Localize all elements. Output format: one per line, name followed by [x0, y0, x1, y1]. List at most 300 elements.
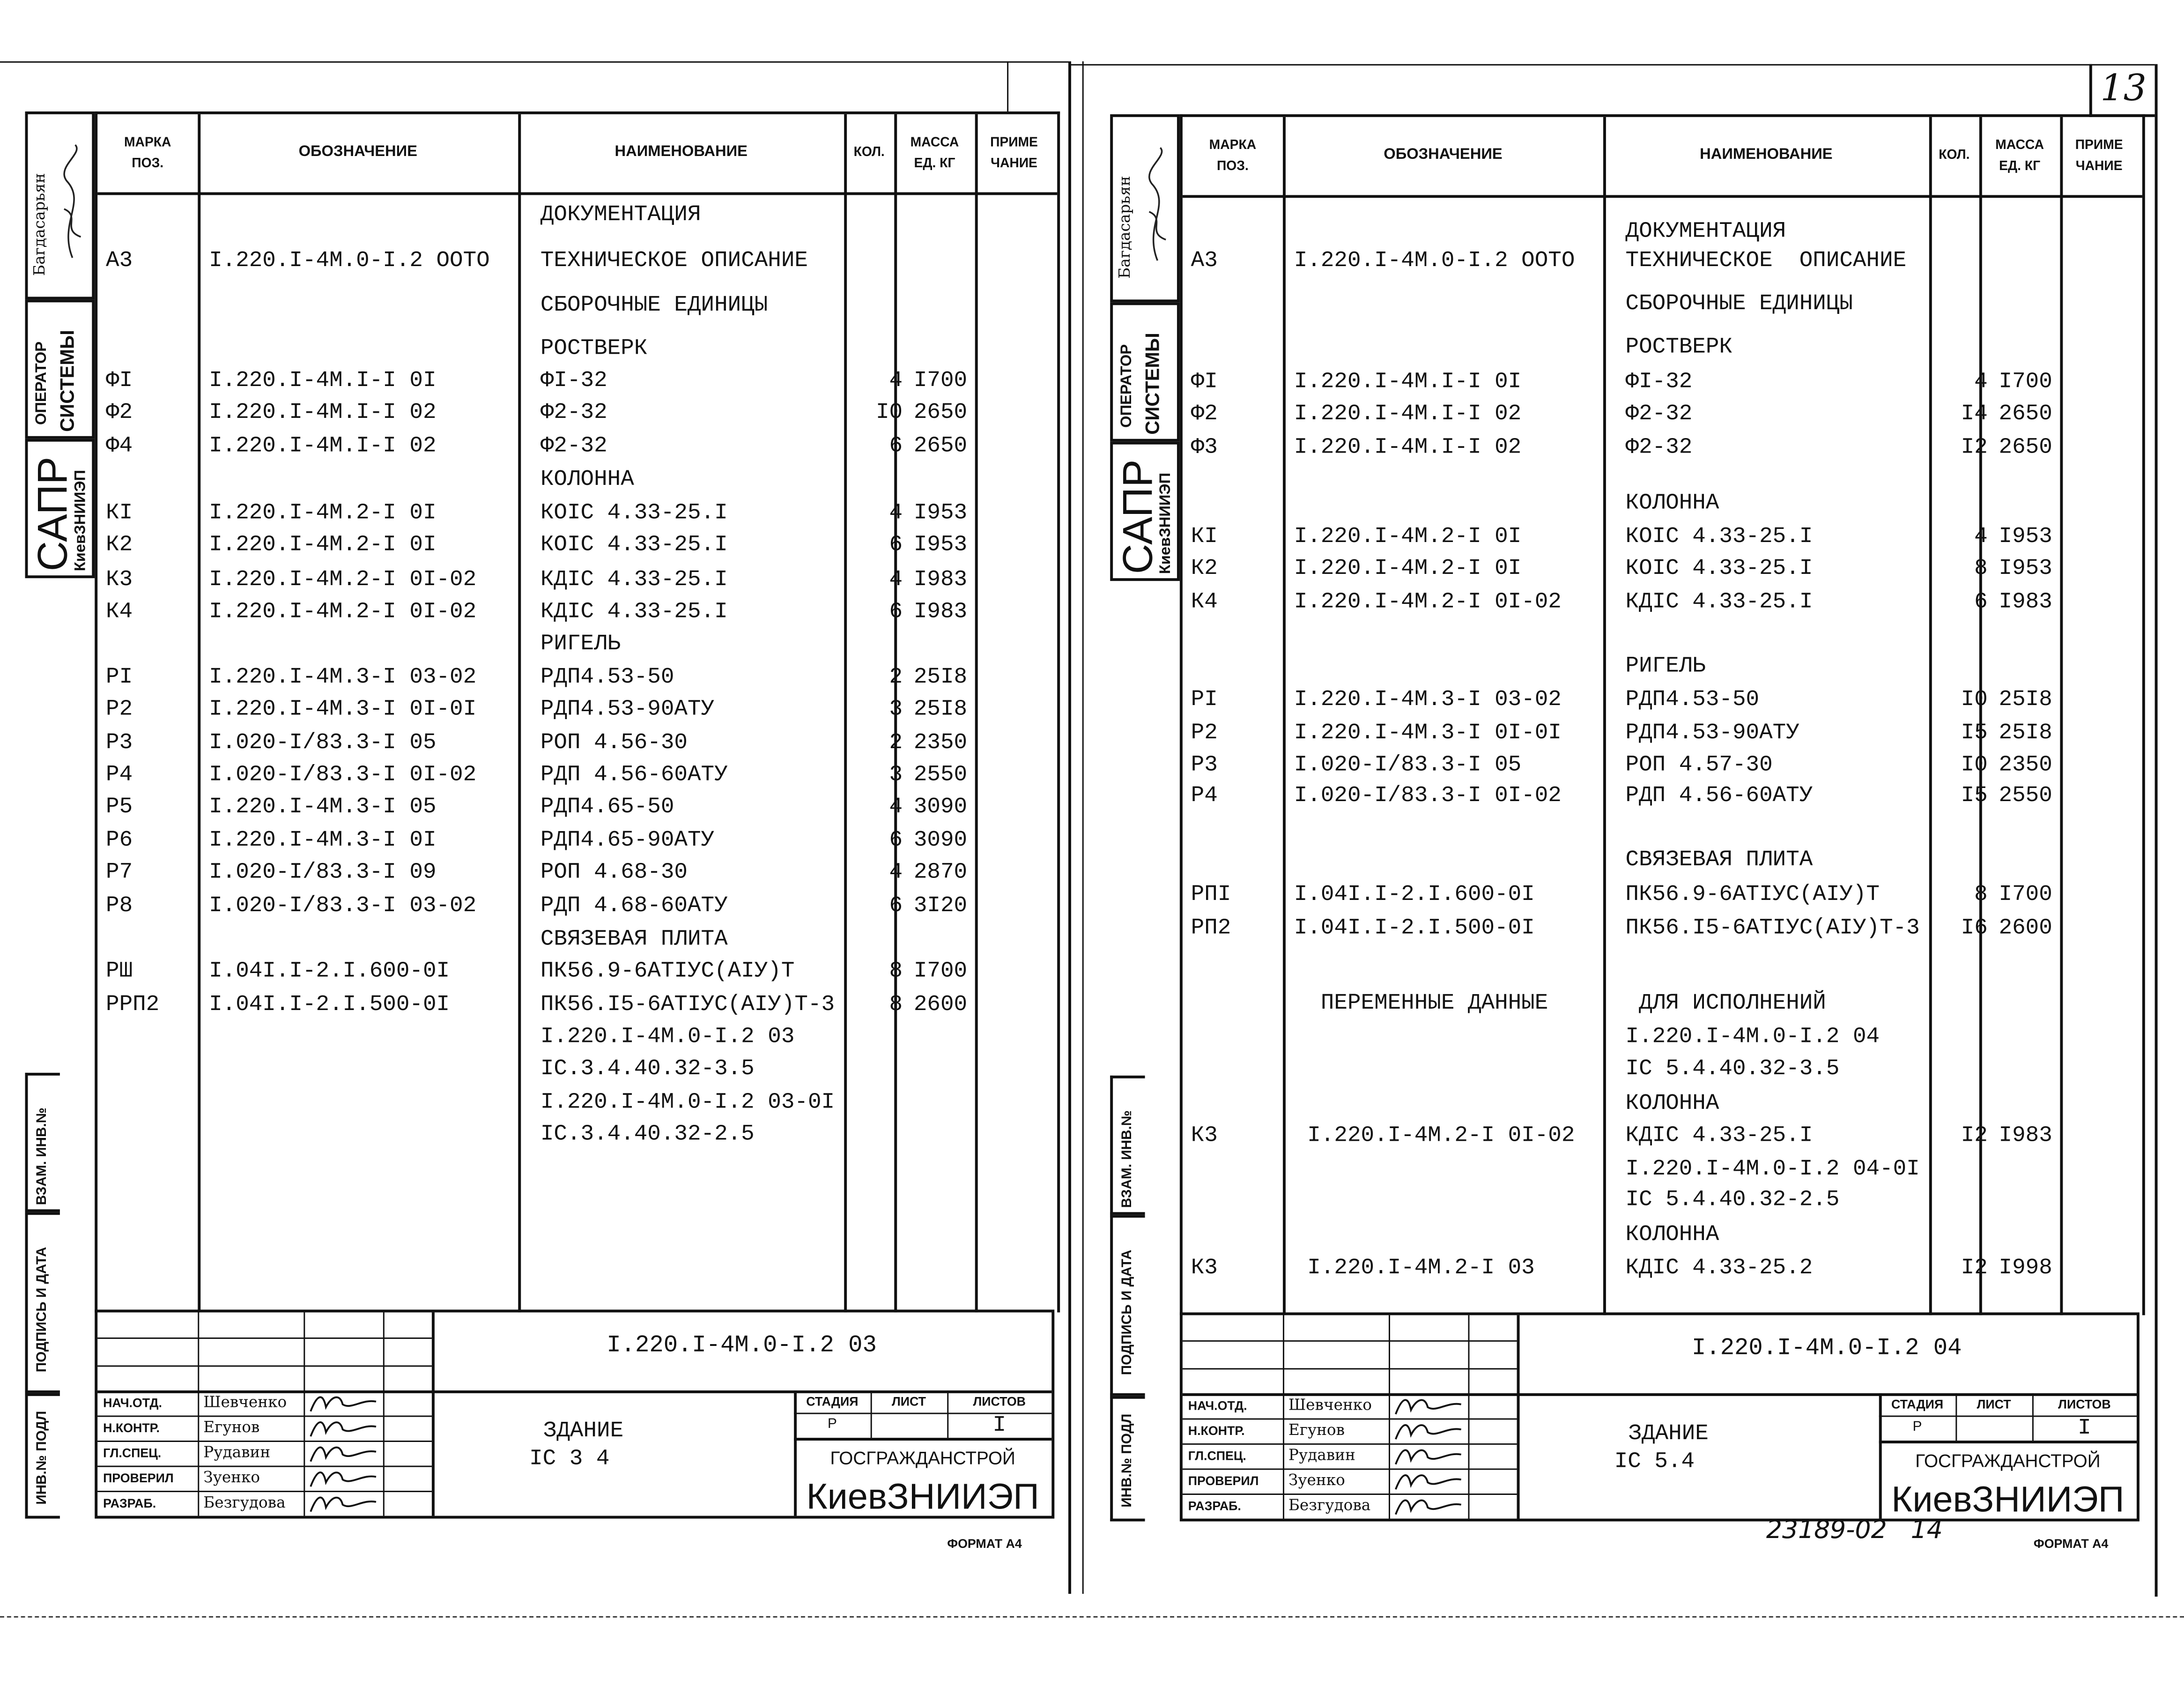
unit-mass: 3I20: [913, 893, 968, 918]
position-mark: P2: [1191, 720, 1218, 746]
signature-icon: [1392, 1494, 1468, 1519]
unit-mass: 2550: [913, 762, 968, 788]
unit-mass: 2650: [913, 433, 968, 459]
handwritten-archive-number: 23189-02 14: [1766, 1516, 1943, 1546]
quantity: 2: [889, 730, 903, 755]
designation: I.020-I/83.3-I 0I-02: [1294, 783, 1562, 808]
position-mark: РП2: [1191, 915, 1231, 941]
side-stamp-strip: [1110, 114, 1180, 1522]
item-name: Ф2-32: [540, 433, 607, 459]
unit-mass: 25I8: [913, 664, 968, 690]
header-mark-line2: ПОЗ.: [1216, 159, 1249, 174]
table-row: [1183, 780, 2142, 810]
quantity: 6: [889, 827, 903, 853]
table-row: [97, 245, 1057, 275]
unit-mass: 25I8: [913, 696, 968, 722]
tb-line: [383, 1312, 385, 1516]
table-row: [97, 1053, 1057, 1084]
header-mark-line1: МАРКА: [1209, 137, 1257, 153]
tb-line: [1879, 1441, 2137, 1443]
stamp-inv-orig-label: ИНВ.№ ПОДЛ: [35, 1411, 51, 1505]
quantity: 4: [889, 859, 903, 885]
item-name: I.220.I-4M.0-I.2 03-0I: [540, 1089, 835, 1115]
item-name: КОЛОННА: [1625, 1222, 1719, 1247]
approver-name: Безгудова: [1288, 1496, 1371, 1515]
side-stamp-strip: [25, 111, 95, 1519]
position-mark: А3: [106, 248, 133, 273]
signature-icon: [306, 1441, 383, 1466]
position-mark: К4: [1191, 589, 1218, 615]
item-name: РДП4.65-90АТУ: [540, 827, 715, 853]
designation: I.220.I-4M.I-I 02: [209, 400, 437, 425]
org-institute: КиевЗНИИЭП: [806, 1475, 1039, 1517]
title-block: [1180, 1312, 2140, 1521]
table-row: [1183, 718, 2142, 748]
header-mark: [97, 114, 198, 193]
table-row: [97, 498, 1057, 528]
table-row: [97, 333, 1057, 364]
approval-role: ГЛ.СПЕЦ.: [103, 1446, 162, 1460]
quantity: I0: [1961, 752, 1988, 778]
designation: I.220.I-4M.3-I 0I-0I: [1294, 720, 1562, 746]
table-row: [1183, 216, 2142, 246]
table-row: [1183, 1184, 2142, 1215]
document-code: I.220.I-4M.0-I.2 03: [607, 1333, 877, 1360]
position-mark: P8: [106, 893, 133, 918]
position-mark: РШ: [106, 959, 133, 984]
designation: I.04I.I-2.I.600-0I: [209, 959, 450, 984]
tb-line: [97, 1365, 432, 1367]
table-row: [97, 529, 1057, 560]
item-name: РДП4.53-50: [540, 664, 674, 690]
signature-icon: [306, 1415, 383, 1441]
table-row: [97, 464, 1057, 494]
header-mass-line2: ЕД. КГ: [1999, 159, 2041, 174]
table-row: [1183, 521, 2142, 551]
quantity: I4: [1961, 401, 1988, 427]
table-row: [97, 759, 1057, 790]
item-name: IC.3.4.40.32-2.5: [540, 1121, 755, 1147]
table-row: [97, 727, 1057, 758]
spec-sheet-left: [25, 111, 1055, 1519]
signature-icon: [1141, 142, 1174, 268]
approver-name: Зуенко: [1288, 1471, 1345, 1490]
position-mark: P3: [106, 730, 133, 755]
approver-name: Егунов: [1288, 1421, 1345, 1440]
tb-line: [1183, 1368, 1517, 1369]
table-row: [97, 596, 1057, 627]
sheets-value: I: [2078, 1415, 2091, 1441]
approver-name: Безгудова: [203, 1494, 286, 1512]
table-row: [97, 924, 1057, 954]
unit-mass: 3090: [913, 794, 968, 819]
item-name: РОСТВЕРК: [540, 335, 648, 361]
designation: I.220.I-4M.3-I 03-02: [1294, 687, 1562, 712]
item-name: ПК56.I5-6АТIУС(АIУ)Т-3: [540, 992, 835, 1017]
item-name: ДОКУМЕНТАЦИЯ: [1625, 218, 1786, 244]
item-name: КДIС 4.33-25.I: [540, 599, 728, 624]
designation: I.220.I-4M.3-I 0I-0I: [209, 696, 477, 722]
header-note-line2: ЧАНИЕ: [991, 156, 1037, 171]
table-row: [97, 1087, 1057, 1117]
unit-mass: I983: [913, 599, 968, 624]
item-name: IC 5.4.40.32-3.5: [1625, 1056, 1840, 1081]
stamp-operator-label-2: СИСТЕМЫ: [1140, 333, 1163, 435]
position-mark: P2: [106, 696, 133, 722]
signature-icon: [1392, 1443, 1468, 1469]
approval-role: ПРОВЕРИЛ: [103, 1471, 174, 1486]
item-name: КДIС 4.33-25.I: [1625, 1122, 1813, 1148]
header-code: ОБОЗНАЧЕНИЕ: [298, 143, 418, 161]
spec-sheet-right: [1110, 114, 2140, 1522]
stamp-sign-date-label: ПОДПИСЬ И ДАТА: [35, 1247, 51, 1373]
designation: I.220.I-4M.2-I 03: [1294, 1255, 1535, 1281]
item-name: ФI-32: [1625, 369, 1693, 394]
table-row: [97, 989, 1057, 1019]
stamp-org-label: КиевЗНИИЭП: [1157, 472, 1174, 574]
stamp-replace-inv-label: ВЗАМ. ИНВ.№: [1120, 1110, 1135, 1208]
item-name: РДП 4.56-60АТУ: [1625, 783, 1813, 808]
position-mark: ФI: [1191, 369, 1218, 394]
item-name: РИГЕЛЬ: [540, 631, 621, 656]
item-name: СБОРОЧНЫЕ ЕДИНИЦЫ: [1625, 291, 1853, 317]
unit-mass: I700: [913, 368, 968, 393]
stage-label: СТАДИЯ: [1891, 1397, 1944, 1412]
position-mark: К3: [106, 567, 133, 592]
format-label-right: ФОРМАТ А4: [2033, 1537, 2109, 1551]
quantity: 4: [889, 500, 903, 526]
item-name: КОIС 4.33-25.I: [540, 532, 728, 557]
item-name: КОIС 4.33-25.I: [1625, 556, 1813, 581]
stamp-org-label: КиевЗНИИЭП: [72, 469, 89, 572]
unit-mass: 3090: [913, 827, 968, 853]
designation: I.220.I-4M.2-I 0I: [209, 532, 437, 557]
table-row: [1183, 289, 2142, 319]
header-mass: [1979, 117, 2060, 195]
item-name: РОП 4.68-30: [540, 859, 688, 885]
item-name: Ф2-32: [540, 400, 607, 425]
frame-line: [1082, 61, 1084, 1594]
title-block: [95, 1309, 1054, 1518]
item-name: РДП4.53-50: [1625, 687, 1760, 712]
approver-name: Рудавин: [203, 1443, 271, 1462]
quantity: I0: [1961, 687, 1988, 712]
table-row: [1183, 1053, 2142, 1084]
unit-mass: 2550: [1999, 783, 2052, 808]
tb-line: [304, 1312, 305, 1516]
quantity: I5: [1961, 783, 1988, 808]
item-name: КОIС 4.33-25.I: [540, 500, 728, 526]
unit-mass: I983: [1999, 589, 2052, 615]
item-name: I.220.I-4M.0-I.2 04: [1625, 1024, 1880, 1049]
tb-line: [1389, 1315, 1390, 1518]
unit-mass: I983: [913, 567, 968, 592]
building-label: ЗДАНИЕ: [543, 1418, 624, 1443]
unit-mass: 2350: [913, 730, 968, 755]
quantity: 4: [889, 567, 903, 592]
table-row: [97, 1119, 1057, 1149]
table-row: [1183, 587, 2142, 617]
quantity: 4: [1974, 369, 1988, 394]
stamp-operator-label-2: СИСТЕМЫ: [55, 330, 78, 432]
org-ministry: ГОСГРАЖДАНСТРОЙ: [1915, 1450, 2101, 1471]
position-mark: Ф2: [1191, 401, 1218, 427]
table-row: [97, 1021, 1057, 1052]
item-name: РОСТВЕРК: [1625, 334, 1732, 360]
position-mark: Ф2: [106, 400, 133, 425]
stamp-replace-inv-label: ВЗАМ. ИНВ.№: [35, 1107, 51, 1205]
item-name: КОЛОННА: [1625, 1091, 1719, 1116]
approval-role: НАЧ.ОТД.: [1188, 1398, 1247, 1413]
header-mass-line1: МАССА: [910, 134, 959, 150]
stage-label: СТАДИЯ: [806, 1394, 859, 1409]
quantity: 6: [889, 893, 903, 918]
signature-icon: [306, 1466, 383, 1491]
quantity: 2: [889, 664, 903, 690]
table-row: [1183, 913, 2142, 943]
quantity: 6: [889, 433, 903, 459]
designation: I.220.I-4M.I-I 0I: [209, 368, 437, 393]
quantity: 3: [889, 696, 903, 722]
document-code: I.220.I-4M.0-I.2 04: [1692, 1336, 1962, 1363]
table-row: [97, 199, 1057, 230]
designation: I.020-I/83.3-I 09: [209, 859, 437, 885]
table-row: [97, 694, 1057, 724]
position-mark: К2: [1191, 556, 1218, 581]
header-qty: КОЛ.: [853, 145, 885, 161]
header-mass: [894, 114, 975, 193]
table-row: [1183, 988, 2142, 1018]
frame-line: [1068, 61, 1071, 1594]
table-row: [97, 397, 1057, 428]
item-name: ФI-32: [540, 368, 607, 393]
table-row: [97, 890, 1057, 921]
table-row: [1183, 1253, 2142, 1283]
item-name: РДП4.53-90АТУ: [540, 696, 715, 722]
position-mark: А3: [1191, 248, 1218, 273]
signature-icon: [306, 1390, 383, 1416]
item-name: КОЛОННА: [540, 467, 634, 492]
quantity: 4: [889, 794, 903, 819]
tb-line: [1468, 1315, 1469, 1518]
position-mark: PI: [106, 664, 133, 690]
item-name: КОЛОННА: [1625, 490, 1719, 516]
tb-line: [1283, 1315, 1284, 1518]
frame-line: [0, 1616, 2184, 1618]
tb-line: [97, 1338, 432, 1339]
quantity: 8: [1974, 882, 1988, 907]
item-name: РДП 4.56-60АТУ: [540, 762, 728, 788]
table-row: [1183, 750, 2142, 780]
signature-icon: [1392, 1393, 1468, 1419]
position-mark: P3: [1191, 752, 1218, 778]
quantity: I2: [1961, 1255, 1988, 1281]
item-name: ПК56.9-6АТIУС(АIУ)Т: [540, 959, 795, 984]
designation: I.220.I-4M.2-I 0I: [209, 500, 437, 526]
designation: ПЕРЕМЕННЫЕ ДАННЫЕ: [1294, 990, 1548, 1016]
page-number: 13: [2089, 64, 2155, 117]
building-type: IC 3 4: [529, 1446, 610, 1471]
stamp-sapr-label: САПР: [1116, 459, 1162, 574]
table-row: [1183, 1088, 2142, 1119]
stamp-inv-orig-label: ИНВ.№ ПОДЛ: [1120, 1413, 1135, 1508]
item-name: КДIС 4.33-25.I: [540, 567, 728, 592]
table-row: [1183, 366, 2142, 397]
approval-role: Н.КОНТР.: [1188, 1424, 1245, 1438]
designation: I.020-I/83.3-I 05: [209, 730, 437, 755]
designation: I.220.I-4M.2-I 0I-02: [1294, 589, 1562, 615]
table-row: [97, 431, 1057, 461]
quantity: I6: [1961, 915, 1988, 941]
header-mass-line1: МАССА: [1995, 137, 2044, 153]
unit-mass: I953: [1999, 556, 2052, 581]
position-mark: РРП2: [106, 992, 160, 1017]
specification-table: [95, 111, 1060, 1313]
tb-line: [198, 1312, 199, 1516]
frame-line: [1007, 61, 1008, 111]
position-mark: РПI: [1191, 882, 1231, 907]
item-name: КДIС 4.33-25.I: [1625, 589, 1813, 615]
quantity: 8: [889, 959, 903, 984]
table-row: [97, 564, 1057, 595]
header-note-line2: ЧАНИЕ: [2075, 159, 2123, 174]
approver-name: Рудавин: [1288, 1446, 1355, 1464]
header-name: НАИМЕНОВАНИЕ: [1700, 146, 1833, 163]
stamp-operator-label: ОПЕРАТОР: [1118, 344, 1135, 428]
table-row: [1183, 399, 2142, 429]
header-note: [2060, 117, 2138, 195]
designation: I.220.I-4M.0-I.2 OOTO: [209, 248, 490, 273]
signature-icon: [306, 1491, 383, 1516]
approval-role: ГЛ.СПЕЦ.: [1188, 1449, 1246, 1463]
position-mark: К4: [106, 599, 133, 624]
position-mark: P7: [106, 859, 133, 885]
quantity: 3: [889, 762, 903, 788]
item-name: СБОРОЧНЫЕ ЕДИНИЦЫ: [540, 292, 768, 318]
sheets-value: I: [992, 1412, 1007, 1438]
unit-mass: I953: [913, 500, 968, 526]
item-name: ДЛЯ ИСПОЛНЕНИЙ: [1625, 990, 1826, 1016]
item-name: ДОКУМЕНТАЦИЯ: [540, 202, 701, 227]
position-mark: К3: [1191, 1255, 1218, 1281]
signature-icon: [1392, 1418, 1468, 1443]
approver-name: Шевченко: [1288, 1396, 1372, 1414]
designation: I.220.I-4M.I-I 02: [209, 433, 437, 459]
header-mass-line2: ЕД. КГ: [914, 156, 955, 171]
quantity: 6: [889, 532, 903, 557]
designation: I.220.I-4M.I-I 0I: [1294, 369, 1522, 394]
quantity: 8: [889, 992, 903, 1017]
quantity: 4: [1974, 524, 1988, 549]
unit-mass: I983: [1999, 1122, 2052, 1148]
stamp-sign-date-label: ПОДПИСЬ И ДАТА: [1120, 1249, 1135, 1375]
quantity: 4: [889, 368, 903, 393]
table-row: [1183, 432, 2142, 462]
unit-mass: I700: [1999, 882, 2052, 907]
position-mark: КI: [1191, 524, 1218, 549]
header-qty: КОЛ.: [1939, 148, 1970, 164]
item-name: Ф2-32: [1625, 401, 1693, 427]
approver-name: Шевченко: [203, 1393, 287, 1412]
quantity: I2: [1961, 434, 1988, 460]
quantity: I2: [1961, 1122, 1988, 1148]
designation: I.020-I/83.3-I 0I-02: [209, 762, 477, 788]
stamp-sapr-label: САПР: [30, 456, 77, 572]
designation: I.220.I-4M.3-I 0I: [209, 827, 437, 853]
designation: I.220.I-4M.2-I 0I: [1294, 556, 1522, 581]
unit-mass: 2600: [913, 992, 968, 1017]
table-row: [1183, 1021, 2142, 1052]
table-row: [97, 628, 1057, 659]
header-note-line1: ПРИМЕ: [2075, 137, 2123, 153]
designation: I.220.I-4M.3-I 05: [209, 794, 437, 819]
frame-line: [1068, 64, 2155, 66]
position-mark: Ф4: [106, 433, 133, 459]
table-row: [97, 791, 1057, 822]
item-name: ТЕХНИЧЕСКОЕ ОПИСАНИЕ: [540, 248, 808, 273]
table-row: [1183, 844, 2142, 875]
unit-mass: I953: [1999, 524, 2052, 549]
item-name: I.220.I-4M.0-I.2 04-0I: [1625, 1156, 1920, 1182]
header-mark-line2: ПОЗ.: [132, 156, 164, 171]
item-name: IC 5.4.40.32-2.5: [1625, 1187, 1840, 1212]
unit-mass: 25I8: [1999, 720, 2052, 746]
table-row: [1183, 332, 2142, 362]
signature-icon: [1392, 1468, 1468, 1494]
designation: I.04I.I-2.I.600-0I: [1294, 882, 1535, 907]
table-header: [97, 114, 1057, 195]
item-name: ПК56.I5-6АТIУС(АIУ)Т-3: [1625, 915, 1920, 941]
approval-role: РАЗРАБ.: [1188, 1499, 1241, 1513]
table-row: [97, 956, 1057, 986]
item-name: СВЯЗЕВАЯ ПЛИТА: [1625, 847, 1813, 872]
header-mark: [1183, 117, 1283, 195]
frame-line: [0, 61, 1068, 63]
table-row: [1183, 553, 2142, 584]
signature-icon: [56, 139, 89, 265]
unit-mass: I953: [913, 532, 968, 557]
header-code: ОБОЗНАЧЕНИЕ: [1384, 146, 1503, 163]
item-name: КДIС 4.33-25.2: [1625, 1255, 1813, 1281]
position-mark: К2: [106, 532, 133, 557]
item-name: ПК56.9-6АТIУС(АIУ)Т: [1625, 882, 1880, 907]
unit-mass: 2650: [913, 400, 968, 425]
table-row: [1183, 1120, 2142, 1151]
building-type: IC 5.4: [1614, 1449, 1695, 1474]
item-name: РДП 4.68-60АТУ: [540, 893, 728, 918]
item-name: РОП 4.56-30: [540, 730, 688, 755]
table-row: [1183, 684, 2142, 714]
designation: I.04I.I-2.I.500-0I: [1294, 915, 1535, 941]
unit-mass: 2650: [1999, 434, 2052, 460]
tb-line: [794, 1438, 1051, 1441]
table-row: [97, 662, 1057, 692]
quantity: I0: [875, 400, 903, 425]
stage-value: Р: [827, 1417, 837, 1433]
designation: I.220.I-4M.2-I 0I-02: [209, 599, 477, 624]
quantity: 6: [889, 599, 903, 624]
designation: I.220.I-4M.2-I 0I-02: [209, 567, 477, 592]
item-name: IC.3.4.40.32-3.5: [540, 1056, 755, 1081]
approval-role: ПРОВЕРИЛ: [1188, 1474, 1259, 1488]
unit-mass: 2870: [913, 859, 968, 885]
quantity: 8: [1974, 556, 1988, 581]
item-name: КОIС 4.33-25.I: [1625, 524, 1813, 549]
designation: I.04I.I-2.I.500-0I: [209, 992, 450, 1017]
unit-mass: I700: [1999, 369, 2052, 394]
table-row: [97, 365, 1057, 395]
format-label-left: ФОРМАТ А4: [947, 1537, 1022, 1551]
